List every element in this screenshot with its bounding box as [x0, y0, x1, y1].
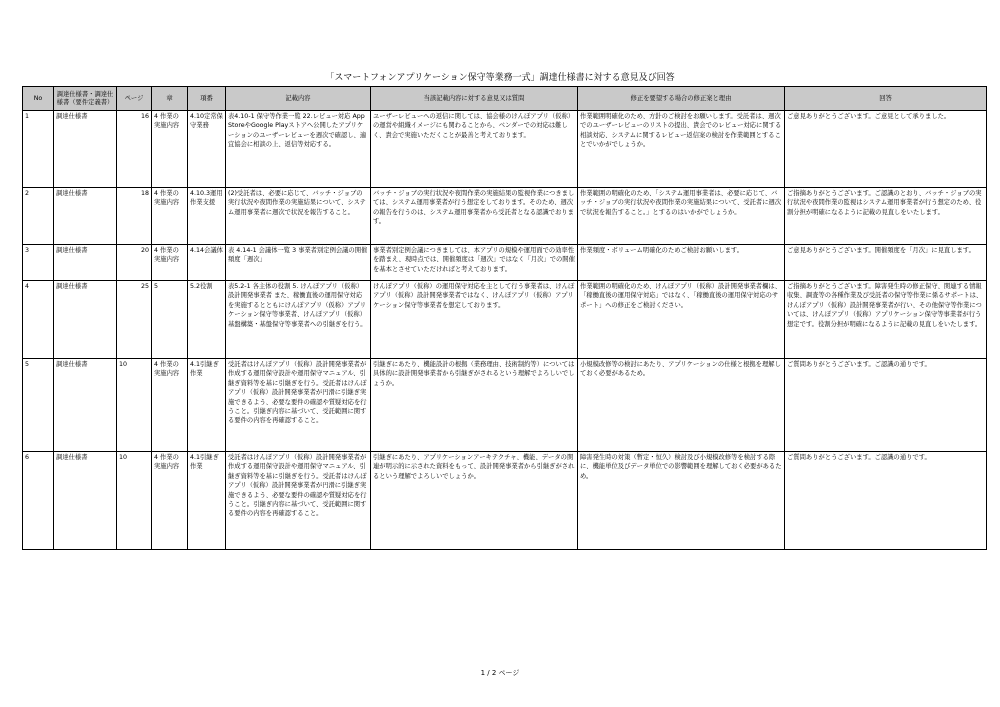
cell-doc: 調達仕様書 — [54, 452, 117, 550]
page-footer: 1 / 2 ページ — [480, 669, 520, 677]
header-no: No — [23, 87, 54, 111]
cell-proposal: 作業範囲の明確化のため、けんぽアプリ（仮称）設計開発事業者欄は、「稼働直後の運用保守対応」ではなく、「稼働直後の運用保守対応のサポート」への修正をご検討ください。 — [578, 281, 785, 359]
cell-no: 6 — [23, 452, 54, 550]
header-proposal: 修正を要望する場合の修正案と理由 — [578, 87, 785, 111]
cell-answer: ご意見ありがとうございます。開催頻度を「月次」に見直します。 — [785, 245, 987, 281]
cell-chapter: 4 作業の実施内容 — [152, 245, 188, 281]
cell-page: 25 — [117, 281, 152, 359]
cell-no: 4 — [23, 281, 54, 359]
cell-doc: 調達仕様書 — [54, 188, 117, 245]
cell-opinion: けんぽアプリ（仮称）の運用保守対応を主として行う事業者は、けんぽアプリ（仮称）設計開発事業者ではなく、けんぽアプリ（仮称）アプリケーション保守等事業者を想定しております。 — [371, 281, 578, 359]
cell-content: (2)受託者は、必要に応じて、バッチ・ジョブの実行状況や夜間作業の実施結果について、システム運用事業者に週次で状況を報告すること。 — [226, 188, 371, 245]
cell-doc: 調達仕様書 — [54, 281, 117, 359]
cell-proposal: 小規模改修等の検討にあたり、アプリケーションの仕様と根拠を理解しておく必要があるため。 — [578, 359, 785, 452]
cell-opinion: 引継ぎにあたり、機能設計の根拠（業務理由、技術制約等）については具体的に設計開発事業者から引継ぎがされるという理解でよろしいでしょうか。 — [371, 359, 578, 452]
cell-answer: ご指摘ありがとうございます。ご認識のとおり、バッチ・ジョブの実行状況や夜間作業の監視はシステム運用事業者が行う想定のため、役割分担が明確になるように記載の見直しをいたします。 — [785, 188, 987, 245]
document-title: 「スマートフォンアプリケーション保守等業務一式」調達仕様書に対する意見及び回答 — [325, 73, 675, 83]
cell-page: 10 — [117, 452, 152, 550]
cell-page: 16 — [117, 111, 152, 188]
cell-no: 1 — [23, 111, 54, 188]
opinion-table — [22, 86, 987, 550]
cell-doc: 調達仕様書 — [54, 359, 117, 452]
cell-no: 5 — [23, 359, 54, 452]
table-row — [23, 452, 987, 550]
cell-content: 受託者はけんぽアプリ（仮称）設計開発事業者が作成する運用保守設計や運用保守マニュアル、引継ぎ資料等を基に引継ぎを行う。受託者はけんぽアプリ（仮称）設計開発事業者が円滑に引継ぎ実施できるよう、必要な要件の確認や質疑対応を行うこと。引継ぎ内容に基づいて、受託範囲に関する要件の内容を再確認すること。 — [226, 452, 371, 550]
table-row — [23, 245, 987, 281]
cell-content: 受託者はけんぽアプリ（仮称）設計開発事業者が作成する運用保守設計や運用保守マニュアル、引継ぎ資料等を基に引継ぎを行う。受託者はけんぽアプリ（仮称）設計開発事業者が円滑に引継ぎ実施できるよう、必要な要件の確認や質疑対応を行うこと。引継ぎ内容に基づいて、受託範囲に関する要件の内容を再確認すること。 — [226, 359, 371, 452]
cell-no: 3 — [23, 245, 54, 281]
cell-doc: 調達仕様書 — [54, 245, 117, 281]
cell-page: 20 — [117, 245, 152, 281]
cell-proposal: 障害発生時の対策（暫定・恒久）検討及び小規模改修等を検討する際に、機能単位及びデータ単位での影響範囲を理解しておく必要があるため。 — [578, 452, 785, 550]
cell-item: 4.14会議体 — [188, 245, 226, 281]
header-doc: 調達仕様書・調達仕様書（要件定義書） — [54, 87, 117, 111]
cell-chapter: 4 作業の実施内容 — [152, 111, 188, 188]
cell-content: 表5.2-1 各主体の役割 5. けんぽアプリ（仮称）設計開発事業者 また、稼働直後の運用保守対応を実施するとともにけんぽアプリ（仮称）アプリケーション保守等事業者、けんぽアプリ（仮称）基盤構築・基盤保守等事業者への引継ぎを行う。 — [226, 281, 371, 359]
header-answer: 回答 — [785, 87, 987, 111]
cell-answer: ご質問ありがとうございます。ご認識の通りです。 — [785, 452, 987, 550]
table-row — [23, 111, 987, 188]
header-chapter: 章 — [152, 87, 188, 111]
cell-item: 4.10.3運用作業支援 — [188, 188, 226, 245]
cell-opinion: 引継ぎにあたり、アプリケーションアーキテクチャ、機能、データの関連が明示的に示された資料をもって、設計開発事業者から引継ぎがされるという理解でよろしいでしょうか。 — [371, 452, 578, 550]
cell-item: 4.1引継ぎ作業 — [188, 359, 226, 452]
cell-item: 5.2役割 — [188, 281, 226, 359]
table-row — [23, 281, 987, 359]
cell-answer: ご意見ありがとうございます。ご意見として承りました。 — [785, 111, 987, 188]
cell-opinion: ユーザーレビューへの返信に関しては、協会様のけんぽアプリ（仮称）の運営や組織イメージにも関わることから、ベンダーでの対応は難しく、貴会で実施いただくことが最善と考えております。 — [371, 111, 578, 188]
cell-item: 4.1引継ぎ作業 — [188, 452, 226, 550]
cell-chapter: 4 作業の実施内容 — [152, 359, 188, 452]
header-content: 記載内容 — [226, 87, 371, 111]
cell-page: 10 — [117, 359, 152, 452]
cell-proposal: 作業範囲の明確化のため、「システム運用事業者は、必要に応じて、バッチ・ジョブの実行状況や夜間作業の実施結果について、受託者に週次で状況を報告すること。」とするのはいかがでしょうか。 — [578, 188, 785, 245]
cell-content: 表4.10-1 保守等作業一覧 22.レビュー対応 App StoreやGoogle Playストアへ公開したアプリケーションのユーザーレビューを週次で確認し、適宜協会に相談の上、返信等対応する。 — [226, 111, 371, 188]
cell-answer: ご指摘ありがとうございます。障害発生時の修正保守、関連する情報収集、調査等の各種作業及び受託者の保守等作業に係るサポートは、けんぽアプリ（仮称）設計開発事業者が行い、その他保守等作業については、けんぽアプリ（仮称）アプリケーション保守等事業者が行う想定です。役割分担が明確になるように記載の見直しをいたします。 — [785, 281, 987, 359]
cell-doc: 調達仕様書 — [54, 111, 117, 188]
table-row — [23, 359, 987, 452]
cell-chapter: 4 作業の実施内容 — [152, 188, 188, 245]
cell-opinion: バッチ・ジョブの実行状況や夜間作業の実施結果の監視作業につきましては、システム運用事業者が行う想定をしております。そのため、週次の報告を行うのは、システム運用事業者から受託者となる認識でおります。 — [371, 188, 578, 245]
table-header-row — [23, 87, 987, 111]
cell-answer: ご質問ありがとうございます。ご認識の通りです。 — [785, 359, 987, 452]
header-opinion: 当該記載内容に対する意見又は質問 — [371, 87, 578, 111]
header-item: 項番 — [188, 87, 226, 111]
cell-content: 表 4.14-1 会議体一覧 3 事業者別定例会議の開催頻度「週次」 — [226, 245, 371, 281]
cell-opinion: 事業者別定例会議につきましては、本アプリの規模や運用面での効率性を踏まえ、現時点では、開催頻度は「週次」ではなく「月次」での開催を基本とさせていただければと考えております。 — [371, 245, 578, 281]
table-row — [23, 188, 987, 245]
header-page: ページ — [117, 87, 152, 111]
cell-no: 2 — [23, 188, 54, 245]
cell-proposal: 作業範囲明確化のため、方針のご検討をお願いします。受託者は、週次でのユーザーレビューのリストの提出、貴会でのレビュー対応に関する相談対応、システムに関するレビュー返信案の検討を作業範囲とすることでいかがでしょうか。 — [578, 111, 785, 188]
cell-proposal: 作業頻度・ボリューム明確化のためご検討お願いします。 — [578, 245, 785, 281]
cell-chapter: 4 作業の実施内容 — [152, 452, 188, 550]
cell-page: 18 — [117, 188, 152, 245]
cell-item: 4.10定常保守業務 — [188, 111, 226, 188]
cell-chapter: 5 — [152, 281, 188, 359]
